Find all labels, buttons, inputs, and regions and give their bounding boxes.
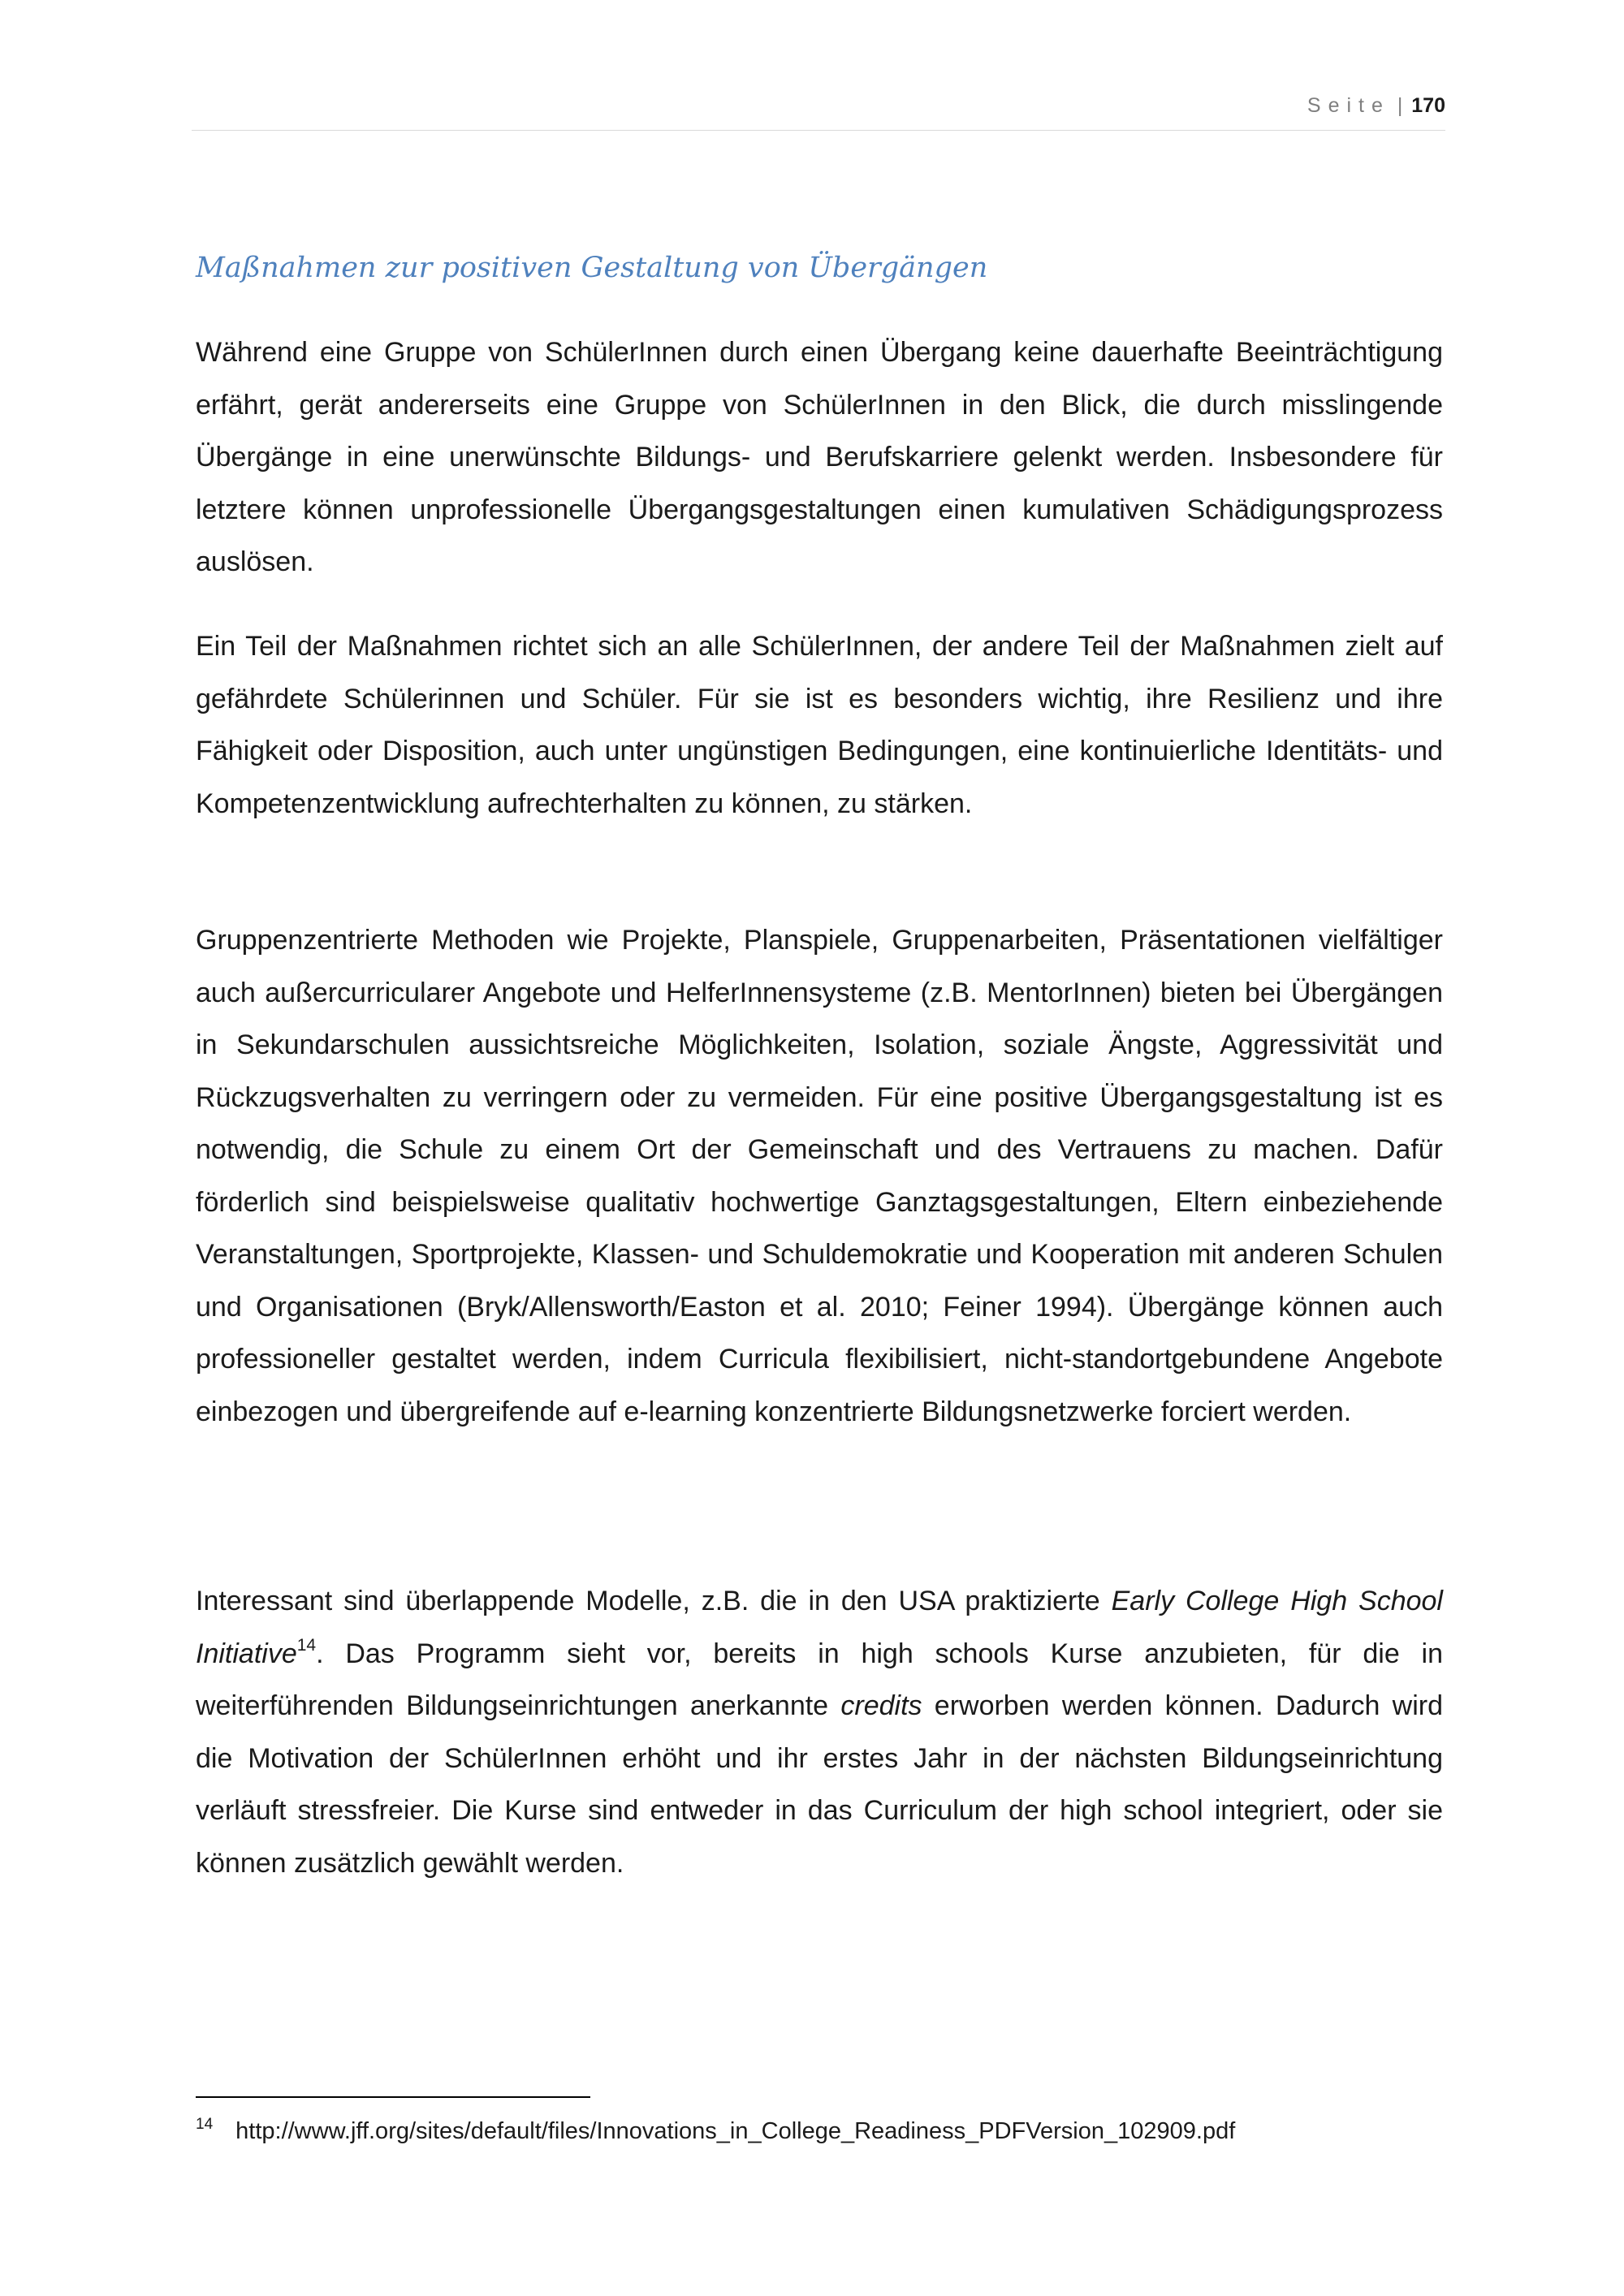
header-label: Seite bbox=[1307, 94, 1390, 117]
footnote bbox=[196, 2115, 1446, 2151]
footnote-number: 14 bbox=[196, 2116, 214, 2133]
paragraph-4-text-2: . Das Programm sieht vor, bereits in high schools Kurse anzubieten, für die in weiterführenden Bildungseinrichtungen anerkannte bbox=[196, 1638, 1443, 1721]
paragraph-4-text-3: erworben werden können. Dadurch wird die Motivation der SchülerInnen erhöht und ihr erstes Jahr in der nächsten Bildungseinrichtung verläuft stressfreier. Die Kurse sind entweder in das Curriculum der high school integriert, oder sie können zusätzlich gewählt werden. bbox=[196, 1690, 1443, 1879]
paragraph-4-italic-1: Early College High School Initiative bbox=[196, 1586, 1443, 1669]
page-number: 170 bbox=[1411, 94, 1445, 117]
section-heading: Maßnahmen zur positiven Gestaltung von Übergängen bbox=[196, 252, 988, 284]
header-separator: | bbox=[1397, 94, 1403, 117]
paragraph-4-text-1: Interessant sind überlappende Modelle, z.B. die in den USA praktizierte bbox=[196, 1586, 1112, 1616]
footnote-link[interactable]: http://www.jff.org/sites/default/files/Innovations_in_College_Readiness_PDFVersion_102909.pdf bbox=[235, 2118, 1236, 2144]
paragraph-3: Gruppenzentrierte Methoden wie Projekte, Planspiele, Gruppenarbeiten, Präsentationen vielfältiger auch außercurricularer Angebote und HelferInnensysteme (z.B. MentorInnen) bieten bei Übergängen in Sekundarschulen aussichtsreiche Möglichkeiten, Isolation, soziale Ängste, Aggressivität und Rückzugsverhalten zu verringern oder zu vermeiden. Für eine positive Übergangsgestaltung ist es notwendig, die Schule zu einem Ort der Gemeinschaft und des Vertrauens zu machen. Dafür förderlich sind beispielsweise qualitativ hochwertige Ganztagsgestaltungen, Eltern einbeziehende Veranstaltungen, Sportprojekte, Klassen- und Schuldemokratie und Kooperation mit anderen Schulen und Organisationen (Bryk/Allensworth/Easton et al. 2010; Feiner 1994). Übergänge können auch professioneller gestaltet werden, indem Curricula flexibilisiert, nicht-standortgebundene Angebote einbezogen und übergreifende auf e-learning konzentrierte Bildungsnetzwerke forciert werden. bbox=[196, 925, 1443, 1427]
paragraph-4-italic-2: credits bbox=[840, 1690, 922, 1721]
footnote-reference[interactable]: 14 bbox=[296, 1636, 317, 1655]
paragraph-4 bbox=[196, 1575, 1443, 1889]
paragraph-1: Während eine Gruppe von SchülerInnen durch einen Übergang keine dauerhafte Beeinträchtigung erfährt, gerät andererseits eine Gruppe von SchülerInnen in den Blick, die durch misslingende Übergänge in eine unerwünschte Bildungs- und Berufskarriere gelenkt werden. Insbesondere für letztere können unprofessionelle Übergangsgestaltungen einen kumulativen Schädigungsprozess auslösen. bbox=[196, 337, 1443, 577]
paragraph-2: Ein Teil der Maßnahmen richtet sich an alle SchülerInnen, der andere Teil der Maßnahmen zielt auf gefährdete Schülerinnen und Schüler. Für sie ist es besonders wichtig, ihre Resilienz und ihre Fähigkeit oder Disposition, auch unter ungünstigen Bedingungen, eine kontinuierliche Identitäts- und Kompetenzentwicklung aufrechterhalten zu können, zu stärken. bbox=[196, 631, 1443, 819]
page-header bbox=[192, 94, 1445, 131]
footnote-divider bbox=[196, 2096, 590, 2098]
